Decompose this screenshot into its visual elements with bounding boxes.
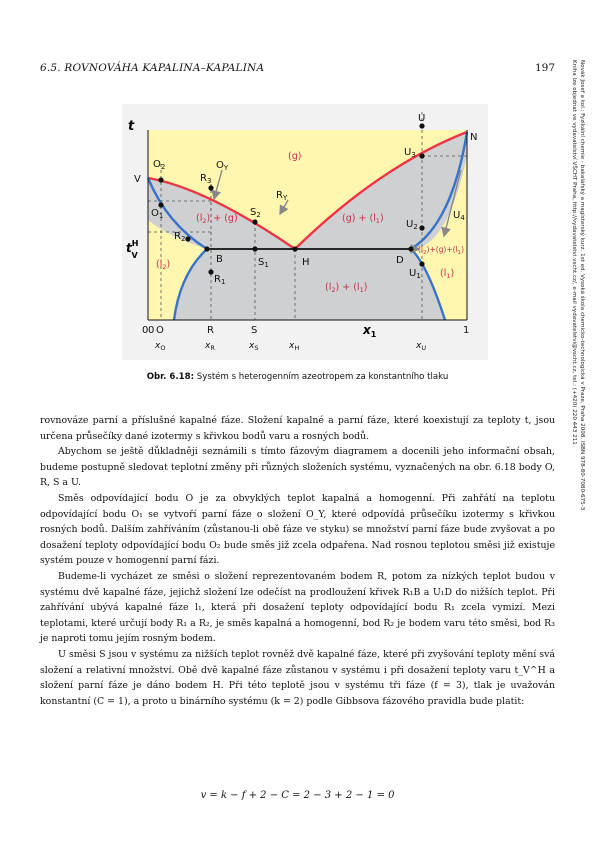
xcomp-h: $x_H$: [289, 341, 300, 352]
label-d: D: [396, 255, 404, 266]
axis-label-x1: $x_1$: [363, 323, 377, 339]
region-g-l1: $(g) + (l_1)$: [342, 213, 384, 225]
caption-text: Systém s heterogenním azeotropem za konstantního tlaku: [196, 372, 449, 382]
label-oy: $O_Y$: [216, 160, 229, 172]
region-l2: $(l_2)$: [156, 259, 171, 271]
label-r3: $R_3$: [200, 173, 212, 185]
tick-r: R: [207, 325, 214, 336]
label-r2: $R_2$: [174, 231, 186, 243]
label-u2: $U_2$: [406, 219, 418, 231]
label-u: U: [418, 113, 426, 124]
label-r1: $R_1$: [214, 274, 226, 286]
caption-label: Obr. 6.18:: [146, 372, 195, 382]
xcomp-u: $x_U$: [416, 341, 427, 352]
paragraph-5: U směsi S jsou v systému za nižších teplot rovněž dvě kapalné fáze, které při zvyšování teploty mění svá složení a relativní množství. Obě dvě kapalné fáze zůstanou v systému i při dosažení teploty varu t_V^H a složení parní fáze je dáno bodem H. Při této teplotě jsou v systému tři fáze (f = 3), tlak je uvažován konstantní (C = 1), a proto u binárního systému (k = 2) podle Gibbsova fázového pravidla bude platit:: [40, 648, 555, 707]
label-h: H: [302, 257, 310, 268]
point-u: [419, 123, 424, 128]
label-u1: $U_1$: [409, 268, 421, 280]
label-ry: $R_Y$: [276, 190, 288, 202]
point-r1: [208, 269, 213, 274]
region-g: (g): [288, 151, 302, 162]
phase-diagram-figure: [122, 104, 488, 360]
point-h: [292, 246, 297, 251]
xcomp-o: $x_O$: [155, 341, 166, 352]
point-d: [408, 246, 413, 251]
axis-label-t: t: [128, 119, 135, 134]
point-r3: [208, 185, 213, 190]
label-v: V: [134, 174, 141, 185]
point-u2: [419, 225, 424, 230]
point-r2: [185, 236, 190, 241]
section-title: 6.5. ROVNOVÁHA KAPALINA–KAPALINA: [40, 62, 265, 74]
gibbs-equation: v = k − f + 2 − C = 2 − 3 + 2 − 1 = 0: [200, 790, 395, 801]
page-header: [40, 62, 555, 78]
point-s2: [252, 219, 257, 224]
figure-caption: [40, 372, 555, 382]
point-u1: [419, 261, 424, 266]
point-b: [204, 246, 209, 251]
paragraph-2: Abychom se ještě důkladněji seznámili s tímto fázovým diagramem a docenili jeho informační obsah, budeme postupně sledovat teplotní změny při různých složeních systému, vyznačených na obr. 6.18 body O, R, S a U.: [40, 446, 555, 489]
region-l1: $(l_1)$: [440, 268, 455, 280]
label-o2: $O_2$: [153, 159, 166, 171]
tick-zero-2: 0: [148, 325, 155, 336]
region-l2-l1: $(l_2) + (l_1)$: [325, 282, 368, 294]
body-text: [40, 413, 555, 709]
label-u3: $U_3$: [404, 147, 416, 159]
publisher-sidenote: [566, 60, 586, 660]
point-u3: [419, 153, 424, 158]
tick-o: O: [156, 325, 164, 336]
sidenote-line-1: Novák Josef a kol.: Fyzikální chemie - bakalářský a magisterský kurz. 1st ed. Vysoká škola chemicko-technologická v Praze, Praha 2008. ISBN 978-80-7080-675-3: [579, 60, 585, 511]
label-o1: $O_1$: [151, 208, 164, 220]
axis-label-tvh: $t^H$ V: [126, 239, 139, 260]
region-three-phase: $(l_2)+(g)+(l_1)$: [418, 245, 465, 256]
region-l2-g: $(l_2) + (g)$: [196, 213, 238, 225]
xcomp-s: $x_S$: [249, 341, 259, 352]
tick-zero-1: 0: [142, 325, 149, 336]
page-number: 197: [534, 62, 555, 74]
tick-s: S: [251, 325, 258, 336]
label-s2: $S_2$: [250, 207, 261, 219]
phase-diagram: [122, 104, 488, 360]
tick-one: 1: [463, 325, 470, 336]
point-o2: [158, 177, 163, 182]
label-s1: $S_1$: [258, 257, 269, 269]
sidenote-line-2: Kniha lze objednat ve vydavatelství VŠCHT Praha, http://vydavatelstvi.vscht.cz/, e-mail vydavatelstvi@vscht.cz, tel.: (+420) 220 443 211: [571, 60, 577, 445]
point-s1: [252, 246, 257, 251]
xcomp-r: $x_R$: [205, 341, 215, 352]
paragraph-4: Budeme-li vycházet ze směsi o složení reprezentovaném bodem R, potom za nízkých teplot budou v systému dvě kapalné fáze, jejichž složení lze odečíst na prodloužení křivek R₁B a U₁D do nižších teplot. Při zahřívání ubývá kapalné fáze l₁, která při dosažení teploty odpovídající bodu R₁ zcela vymizí. Mezi teplotami, které určují body R₁ a R₂, je směs kapalná a homogenní, bod R₂ je bodem varu této směsi, bod R₃ je naproti tomu jejím rosným bodem.: [40, 570, 555, 645]
point-o1: [158, 202, 163, 207]
label-n: N: [470, 132, 478, 143]
paragraph-3: Směs odpovídající bodu O je za obvyklých teplot kapalná a homogenní. Při zahřátí na teplotu odpovídající bodu O₁ se vytvoří parní fáze o složení O_Y, které odpovídá průsečíku izotermy s křivkou rosných bodů. Dalším zahříváním (zůstanou-li obě fáze ve styku) se množství parní fáze bude zvyšovat a po dosažení teploty odpovídající bodu O₂ bude směs již zcela odpařena. Nad rosnou teplotou směsi již existuje systém pouze v homogenní parní fázi.: [40, 492, 555, 567]
paragraph-1: rovnováze parní a příslušné kapalné fáze. Složení kapalné a parní fáze, které koexistují za teploty t, jsou určena průsečíky dané izotermy s křivkou bodů varu a rosných bodů.: [40, 415, 555, 442]
label-b: B: [216, 254, 223, 265]
label-u4: $U_4$: [453, 210, 465, 222]
